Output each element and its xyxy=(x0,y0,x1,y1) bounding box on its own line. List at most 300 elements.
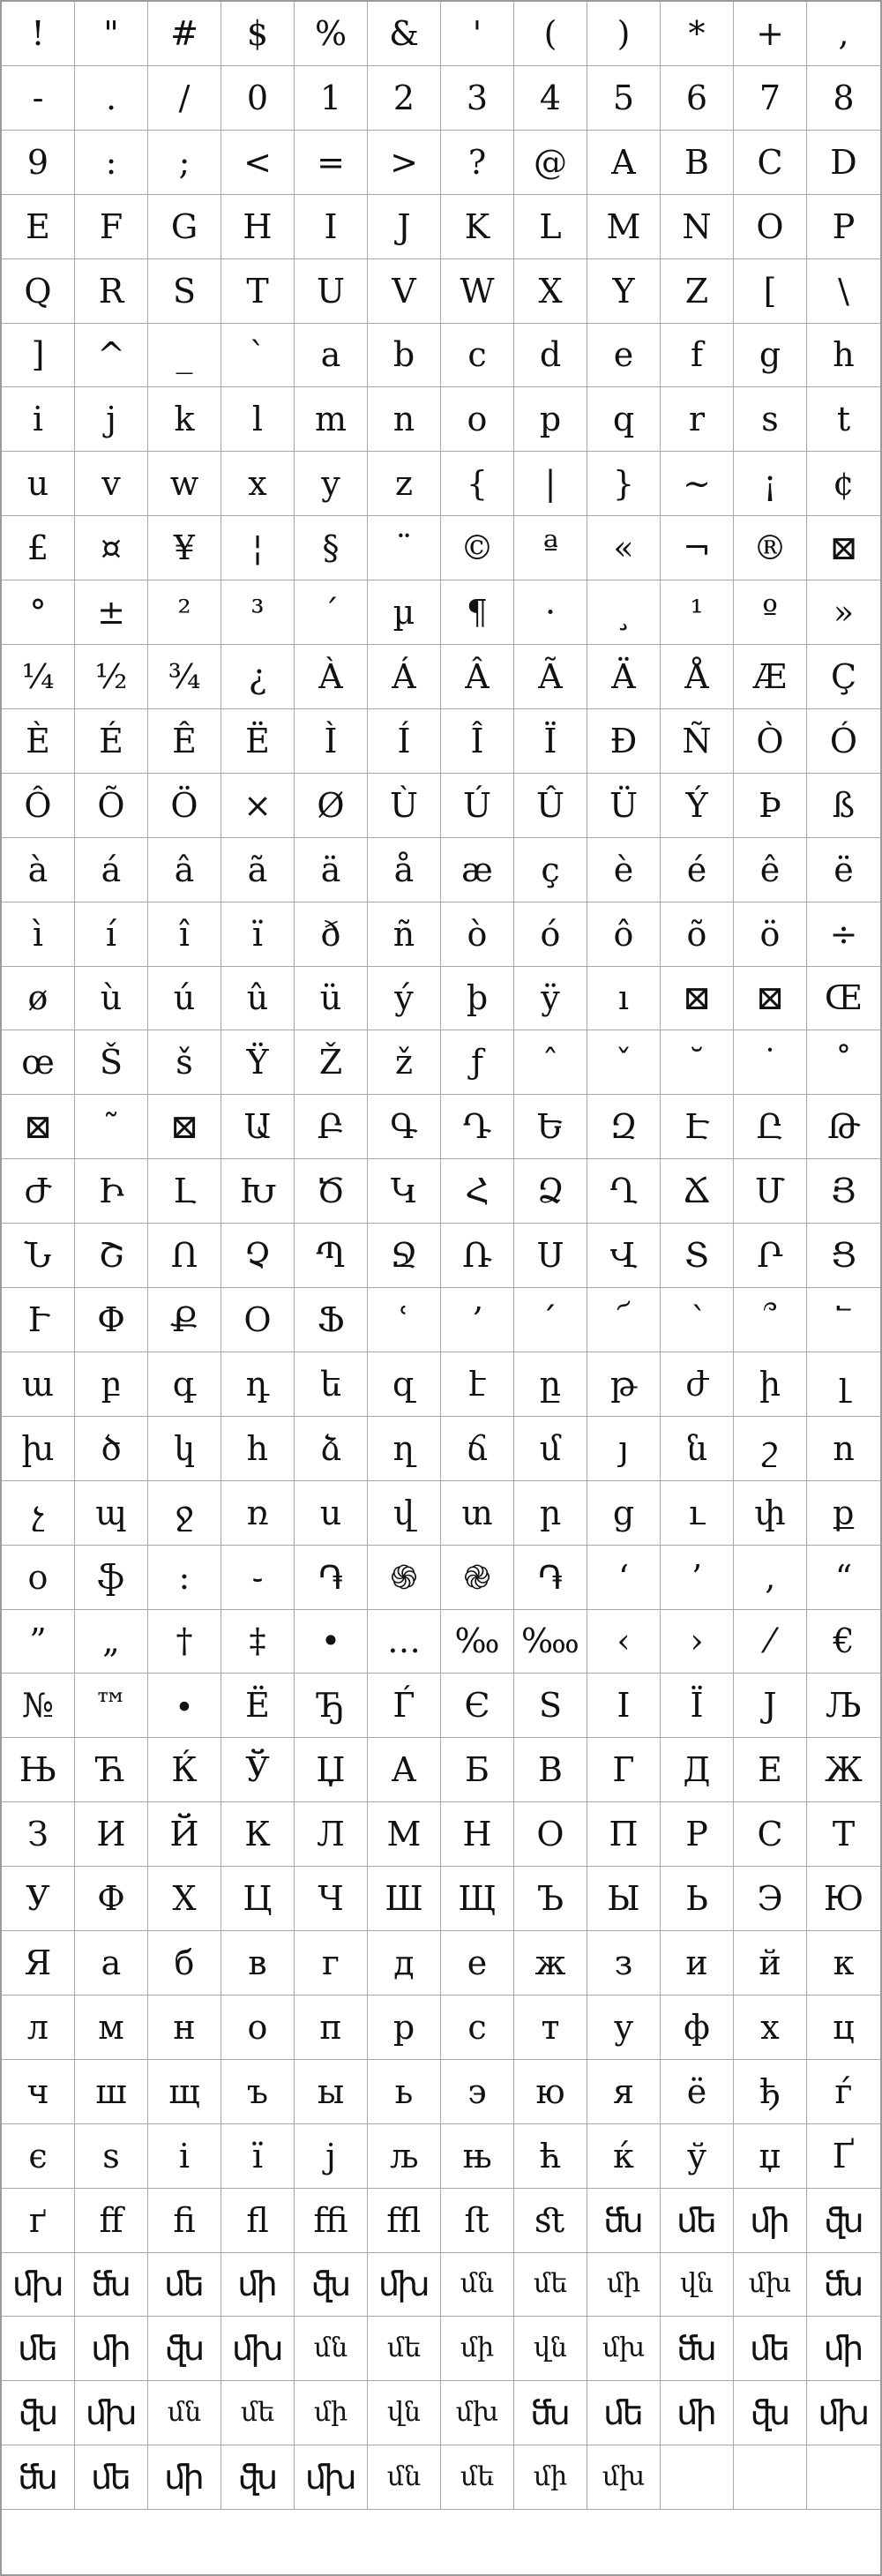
glyph-cell: @ xyxy=(514,131,587,195)
glyph-cell: ¹ xyxy=(661,580,734,645)
glyph-cell: î xyxy=(148,902,221,967)
glyph-cell: ї xyxy=(221,2124,295,2189)
glyph-cell: Р xyxy=(661,1802,734,1867)
glyph-cell: У xyxy=(2,1867,75,1931)
glyph-cell: ½ xyxy=(75,645,148,709)
glyph-cell: õ xyxy=(661,902,734,967)
glyph-cell: ﬓ xyxy=(807,2253,880,2318)
glyph-cell: Œ xyxy=(807,967,880,1031)
glyph-cell: մ xyxy=(514,1417,587,1481)
glyph-cell: я xyxy=(587,2060,661,2124)
glyph-cell: і xyxy=(148,2124,221,2189)
glyph-cell: ˘ xyxy=(661,1030,734,1095)
glyph-cell: b xyxy=(368,324,441,388)
glyph-cell: £ xyxy=(2,516,75,580)
glyph-cell: ќ xyxy=(587,2124,661,2189)
glyph-cell: ж xyxy=(514,1931,587,1996)
glyph-cell: մխ xyxy=(587,2445,661,2510)
glyph-cell: ⊠ xyxy=(734,967,807,1031)
glyph-cell xyxy=(807,2445,880,2510)
glyph-cell: ø xyxy=(2,967,75,1031)
glyph-cell: Y xyxy=(587,259,661,324)
glyph-cell: І xyxy=(587,1674,661,1738)
glyph-cell xyxy=(734,2445,807,2510)
glyph-cell: Ќ xyxy=(148,1738,221,1802)
glyph-cell: á xyxy=(75,838,148,902)
glyph-cell: Հ xyxy=(441,1159,514,1224)
glyph-cell: 5 xyxy=(587,66,661,131)
glyph-cell: ⊠ xyxy=(2,1095,75,1159)
glyph-cell: ﬕ xyxy=(75,2317,148,2381)
glyph-cell: ﬓ xyxy=(587,2189,661,2253)
glyph-cell: e xyxy=(587,324,661,388)
glyph-cell: ' xyxy=(441,2,514,66)
glyph-cell: մի xyxy=(587,2253,661,2318)
glyph-cell: ó xyxy=(514,902,587,967)
glyph-cell: Ի xyxy=(75,1159,148,1224)
glyph-cell: „ xyxy=(75,1610,148,1674)
glyph-cell: ﬓ xyxy=(514,2381,587,2445)
glyph-cell: Æ xyxy=(734,645,807,709)
glyph-cell: ’ xyxy=(661,1546,734,1610)
glyph-cell: Մ xyxy=(734,1159,807,1224)
glyph-cell: ւ xyxy=(661,1481,734,1546)
glyph-cell: R xyxy=(75,259,148,324)
glyph-cell: < xyxy=(221,131,295,195)
glyph-cell: è xyxy=(587,838,661,902)
glyph-cell: Ս xyxy=(514,1224,587,1288)
glyph-cell: մե xyxy=(221,2381,295,2445)
glyph-cell: ﬗ xyxy=(807,2381,880,2445)
glyph-cell: ‱ xyxy=(514,1610,587,1674)
glyph-cell: ֊ xyxy=(221,1546,295,1610)
glyph-cell: բ xyxy=(75,1352,148,1417)
glyph-cell: 9 xyxy=(2,131,75,195)
glyph-cell: Կ xyxy=(368,1159,441,1224)
glyph-cell: † xyxy=(148,1610,221,1674)
glyph-cell: Þ xyxy=(734,774,807,838)
glyph-cell: š xyxy=(148,1030,221,1095)
glyph-cell: հ xyxy=(221,1417,295,1481)
glyph-cell: Ւ xyxy=(2,1288,75,1352)
glyph-cell: К xyxy=(221,1802,295,1867)
glyph-cell: մե xyxy=(368,2317,441,2381)
glyph-cell: Ђ xyxy=(295,1674,368,1738)
glyph-cell: ﬁ xyxy=(148,2189,221,2253)
glyph-cell: ﬖ xyxy=(295,2253,368,2318)
glyph-cell: & xyxy=(368,2,441,66)
glyph-cell: v xyxy=(75,452,148,516)
glyph-cell: и xyxy=(661,1931,734,1996)
glyph-cell: М xyxy=(368,1802,441,1867)
glyph-cell: ò xyxy=(441,902,514,967)
glyph-cell: } xyxy=(587,452,661,516)
glyph-cell: F xyxy=(75,195,148,259)
glyph-cell: Չ xyxy=(221,1224,295,1288)
glyph-cell: ј xyxy=(295,2124,368,2189)
glyph-cell: ա xyxy=(2,1352,75,1417)
glyph-cell: ﬖ xyxy=(2,2381,75,2445)
glyph-cell: Դ xyxy=(441,1095,514,1159)
glyph-cell: é xyxy=(661,838,734,902)
glyph-cell: Ä xyxy=(587,645,661,709)
glyph-cell: й xyxy=(734,1931,807,1996)
glyph-cell: c xyxy=(441,324,514,388)
glyph-cell: o xyxy=(441,387,514,452)
glyph-cell: ç xyxy=(514,838,587,902)
glyph-cell: i xyxy=(2,387,75,452)
glyph-cell: # xyxy=(148,2,221,66)
glyph-cell: Г xyxy=(587,1738,661,1802)
glyph-cell: ՜ xyxy=(587,1288,661,1352)
glyph-cell: » xyxy=(807,580,880,645)
glyph-cell: ] xyxy=(2,324,75,388)
glyph-cell: ﬗ xyxy=(221,2317,295,2381)
glyph-cell: ց xyxy=(587,1481,661,1546)
glyph-cell: Е xyxy=(734,1738,807,1802)
glyph-cell: в xyxy=(221,1931,295,1996)
glyph-cell: 2 xyxy=(368,66,441,131)
glyph-cell: Պ xyxy=(295,1224,368,1288)
glyph-cell: Ё xyxy=(221,1674,295,1738)
glyph-cell: À xyxy=(295,645,368,709)
glyph-cell: ì xyxy=(2,902,75,967)
glyph-cell: × xyxy=(221,774,295,838)
glyph-cell: ў xyxy=(661,2124,734,2189)
glyph-cell: ÷ xyxy=(807,902,880,967)
glyph-cell: Ї xyxy=(661,1674,734,1738)
glyph-cell: Օ xyxy=(221,1288,295,1352)
glyph-cell: ‹ xyxy=(587,1610,661,1674)
glyph-cell: ¿ xyxy=(221,645,295,709)
glyph-cell: ﬕ xyxy=(221,2253,295,2318)
glyph-cell: ~ xyxy=(661,452,734,516)
glyph-cell: ) xyxy=(587,2,661,66)
glyph-cell: մն xyxy=(148,2381,221,2445)
glyph-cell: Փ xyxy=(75,1288,148,1352)
glyph-cell: ъ xyxy=(221,2060,295,2124)
glyph-cell: ú xyxy=(148,967,221,1031)
glyph-cell: ä xyxy=(295,838,368,902)
glyph-cell: Ê xyxy=(148,709,221,774)
glyph-cell: е xyxy=(441,1931,514,1996)
glyph-cell: ˚ xyxy=(807,1030,880,1095)
glyph-cell: մխ xyxy=(441,2381,514,2445)
glyph-cell: - xyxy=(2,66,75,131)
glyph-cell: դ xyxy=(221,1352,295,1417)
glyph-cell: ∙ xyxy=(148,1674,221,1738)
glyph-cell: љ xyxy=(368,2124,441,2189)
glyph-cell: U xyxy=(295,259,368,324)
glyph-cell: ﬅ xyxy=(441,2189,514,2253)
glyph-cell: մխ xyxy=(734,2253,807,2318)
glyph-cell: ƒ xyxy=(441,1030,514,1095)
glyph-cell: 4 xyxy=(514,66,587,131)
glyph-cell: · xyxy=(514,580,587,645)
glyph-cell: L xyxy=(514,195,587,259)
glyph-cell: շ xyxy=(734,1417,807,1481)
glyph-cell: В xyxy=(514,1738,587,1802)
glyph-cell: _ xyxy=(148,324,221,388)
glyph-cell: ֏ xyxy=(514,1546,587,1610)
glyph-cell: , xyxy=(807,2,880,66)
glyph-cell: 1 xyxy=(295,66,368,131)
glyph-cell: Ռ xyxy=(441,1224,514,1288)
glyph-cell: ю xyxy=(514,2060,587,2124)
glyph-cell: б xyxy=(148,1931,221,1996)
glyph-cell: ⊠ xyxy=(661,967,734,1031)
glyph-cell: յ xyxy=(587,1417,661,1481)
glyph-cell: Ն xyxy=(2,1224,75,1288)
glyph-cell: µ xyxy=(368,580,441,645)
glyph-cell: ¬ xyxy=(661,516,734,580)
glyph-cell: э xyxy=(441,2060,514,2124)
glyph-cell: $ xyxy=(221,2,295,66)
glyph-cell: ﬓ xyxy=(75,2253,148,2318)
glyph-cell: С xyxy=(734,1802,807,1867)
glyph-cell: մե xyxy=(441,2445,514,2510)
glyph-cell: u xyxy=(2,452,75,516)
glyph-cell: Ù xyxy=(368,774,441,838)
glyph-cell: ﬃ xyxy=(295,2189,368,2253)
glyph-cell: Ճ xyxy=(661,1159,734,1224)
glyph-cell: Ч xyxy=(295,1867,368,1931)
glyph-cell: ﬔ xyxy=(587,2381,661,2445)
glyph-cell: x xyxy=(221,452,295,516)
glyph-cell: Խ xyxy=(221,1159,295,1224)
glyph-cell: ﬕ xyxy=(807,2317,880,2381)
glyph-cell: Ֆ xyxy=(295,1288,368,1352)
glyph-cell: № xyxy=(2,1674,75,1738)
glyph-cell: у xyxy=(587,1996,661,2060)
glyph-cell: h xyxy=(807,324,880,388)
glyph-cell: Ë xyxy=(221,709,295,774)
glyph-cell: ф xyxy=(661,1996,734,2060)
glyph-cell: O xyxy=(734,195,807,259)
glyph-cell: О xyxy=(514,1802,587,1867)
glyph-cell: ı xyxy=(587,967,661,1031)
glyph-cell: Ժ xyxy=(2,1159,75,1224)
glyph-cell: * xyxy=(661,2,734,66)
glyph-cell: P xyxy=(807,195,880,259)
glyph-cell: Й xyxy=(148,1802,221,1867)
glyph-cell: з xyxy=(587,1931,661,1996)
glyph-cell: ո xyxy=(807,1417,880,1481)
glyph-cell: W xyxy=(441,259,514,324)
glyph-cell: Д xyxy=(661,1738,734,1802)
glyph-cell: N xyxy=(661,195,734,259)
glyph-cell: { xyxy=(441,452,514,516)
glyph-cell: " xyxy=(75,2,148,66)
glyph-cell: Թ xyxy=(807,1095,880,1159)
glyph-cell: Љ xyxy=(807,1674,880,1738)
glyph-cell: ý xyxy=(368,967,441,1031)
glyph-cell: œ xyxy=(2,1030,75,1095)
glyph-cell: Õ xyxy=(75,774,148,838)
glyph-cell: կ xyxy=(148,1417,221,1481)
glyph-cell: ﬆ xyxy=(514,2189,587,2253)
glyph-cell: ё xyxy=(661,2060,734,2124)
glyph-cell: Ñ xyxy=(661,709,734,774)
glyph-cell: џ xyxy=(734,2124,807,2189)
glyph-cell: ջ xyxy=(148,1481,221,1546)
glyph-cell: ` xyxy=(221,324,295,388)
glyph-cell: Л xyxy=(295,1802,368,1867)
glyph-cell: ˙ xyxy=(734,1030,807,1095)
glyph-cell: Գ xyxy=(368,1095,441,1159)
glyph-cell: г xyxy=(295,1931,368,1996)
glyph-cell: ² xyxy=(148,580,221,645)
glyph-cell: ﬗ xyxy=(2,2253,75,2318)
glyph-cell: ի xyxy=(734,1352,807,1417)
glyph-cell: մի xyxy=(514,2445,587,2510)
glyph-cell: ։ xyxy=(148,1546,221,1610)
glyph-cell: Տ xyxy=(661,1224,734,1288)
glyph-cell: H xyxy=(221,195,295,259)
glyph-cell: \ xyxy=(807,259,880,324)
glyph-cell: à xyxy=(2,838,75,902)
glyph-cell: © xyxy=(441,516,514,580)
glyph-cell: Ö xyxy=(148,774,221,838)
glyph-cell: ¾ xyxy=(148,645,221,709)
glyph-cell: є xyxy=(2,2124,75,2189)
glyph-cell: А xyxy=(368,1738,441,1802)
glyph-cell: ﬀ xyxy=(75,2189,148,2253)
glyph-cell: ¥ xyxy=(148,516,221,580)
glyph-cell: ն xyxy=(661,1417,734,1481)
glyph-cell: ծ xyxy=(75,1417,148,1481)
glyph-cell: a xyxy=(295,324,368,388)
glyph-cell: ⊠ xyxy=(148,1095,221,1159)
glyph-cell: û xyxy=(221,967,295,1031)
glyph-cell: է xyxy=(441,1352,514,1417)
glyph-cell: ѓ xyxy=(807,2060,880,2124)
glyph-cell: ﬕ xyxy=(661,2381,734,2445)
glyph-cell: ﬕ xyxy=(148,2445,221,2510)
glyph-cell: ö xyxy=(734,902,807,967)
glyph-cell: З xyxy=(2,1802,75,1867)
glyph-cell: A xyxy=(587,131,661,195)
glyph-cell: Ш xyxy=(368,1867,441,1931)
glyph-cell: Б xyxy=(441,1738,514,1802)
glyph-cell: ђ xyxy=(734,2060,807,2124)
glyph-cell: ð xyxy=(295,902,368,967)
glyph-cell: g xyxy=(734,324,807,388)
glyph-cell: ž xyxy=(368,1030,441,1095)
glyph-cell: Ћ xyxy=(75,1738,148,1802)
glyph-cell: Ф xyxy=(75,1867,148,1931)
glyph-cell: r xyxy=(661,387,734,452)
glyph-cell: ր xyxy=(514,1481,587,1546)
glyph-cell: l xyxy=(221,387,295,452)
glyph-cell: ^ xyxy=(75,324,148,388)
glyph-cell: ê xyxy=(734,838,807,902)
glyph-cell: ﬕ xyxy=(734,2189,807,2253)
glyph-cell: ¦ xyxy=(221,516,295,580)
glyph-cell: ” xyxy=(2,1610,75,1674)
glyph-cell: վն xyxy=(514,2317,587,2381)
glyph-cell: f xyxy=(661,324,734,388)
glyph-cell: ¼ xyxy=(2,645,75,709)
glyph-cell: å xyxy=(368,838,441,902)
glyph-cell: « xyxy=(587,516,661,580)
glyph-cell: ﬓ xyxy=(2,2445,75,2510)
glyph-cell: գ xyxy=(148,1352,221,1417)
glyph-cell: м xyxy=(75,1996,148,2060)
glyph-cell: q xyxy=(587,387,661,452)
glyph-cell: 7 xyxy=(734,66,807,131)
glyph-cell: վն xyxy=(368,2381,441,2445)
glyph-cell: Ґ xyxy=(807,2124,880,2189)
glyph-cell: ¨ xyxy=(368,516,441,580)
glyph-cell: ﬔ xyxy=(661,2189,734,2253)
glyph-cell: ⁄ xyxy=(734,1610,807,1674)
glyph-cell: Է xyxy=(661,1095,734,1159)
glyph-cell: ﬓ xyxy=(661,2317,734,2381)
glyph-cell: í xyxy=(75,902,148,967)
glyph-cell: M xyxy=(587,195,661,259)
glyph-cell: K xyxy=(441,195,514,259)
glyph-cell: s xyxy=(734,387,807,452)
glyph-cell: Є xyxy=(441,1674,514,1738)
glyph-cell: 8 xyxy=(807,66,880,131)
glyph-cell: ˇ xyxy=(587,1030,661,1095)
glyph-cell: Ç xyxy=(807,645,880,709)
glyph-cell: ՙ xyxy=(368,1288,441,1352)
glyph-cell: Ú xyxy=(441,774,514,838)
glyph-cell: ¢ xyxy=(807,452,880,516)
glyph-cell: Š xyxy=(75,1030,148,1095)
glyph-cell: н xyxy=(148,1996,221,2060)
glyph-cell: Т xyxy=(807,1802,880,1867)
glyph-cell: Î xyxy=(441,709,514,774)
glyph-cell: И xyxy=(75,1802,148,1867)
glyph-cell: þ xyxy=(441,967,514,1031)
glyph-cell: Ц xyxy=(221,1867,295,1931)
glyph-cell: տ xyxy=(441,1481,514,1546)
glyph-cell: w xyxy=(148,452,221,516)
glyph-cell: § xyxy=(295,516,368,580)
glyph-cell: > xyxy=(368,131,441,195)
glyph-cell: S xyxy=(148,259,221,324)
glyph-cell: Ѓ xyxy=(368,1674,441,1738)
glyph-cell: ՞ xyxy=(734,1288,807,1352)
glyph-cell: Я xyxy=(2,1931,75,1996)
glyph-cell: Ց xyxy=(807,1224,880,1288)
glyph-cell: մե xyxy=(514,2253,587,2318)
glyph-cell: պ xyxy=(75,1481,148,1546)
glyph-cell: ﬔ xyxy=(148,2253,221,2318)
glyph-cell: ՛ xyxy=(514,1288,587,1352)
glyph-cell: ы xyxy=(295,2060,368,2124)
glyph-cell: Զ xyxy=(587,1095,661,1159)
glyph-cell: ü xyxy=(295,967,368,1031)
glyph-cell: G xyxy=(148,195,221,259)
glyph-cell: ¤ xyxy=(75,516,148,580)
glyph-cell: V xyxy=(368,259,441,324)
glyph-cell: Q xyxy=(2,259,75,324)
glyph-cell: Н xyxy=(441,1802,514,1867)
glyph-cell: ? xyxy=(441,131,514,195)
glyph-cell: ћ xyxy=(514,2124,587,2189)
glyph-cell: Ե xyxy=(514,1095,587,1159)
glyph-cell: П xyxy=(587,1802,661,1867)
glyph-cell: Ò xyxy=(734,709,807,774)
glyph-cell: = xyxy=(295,131,368,195)
glyph-cell: ш xyxy=(75,2060,148,2124)
glyph-cell: ! xyxy=(2,2,75,66)
glyph-cell: ѕ xyxy=(75,2124,148,2189)
